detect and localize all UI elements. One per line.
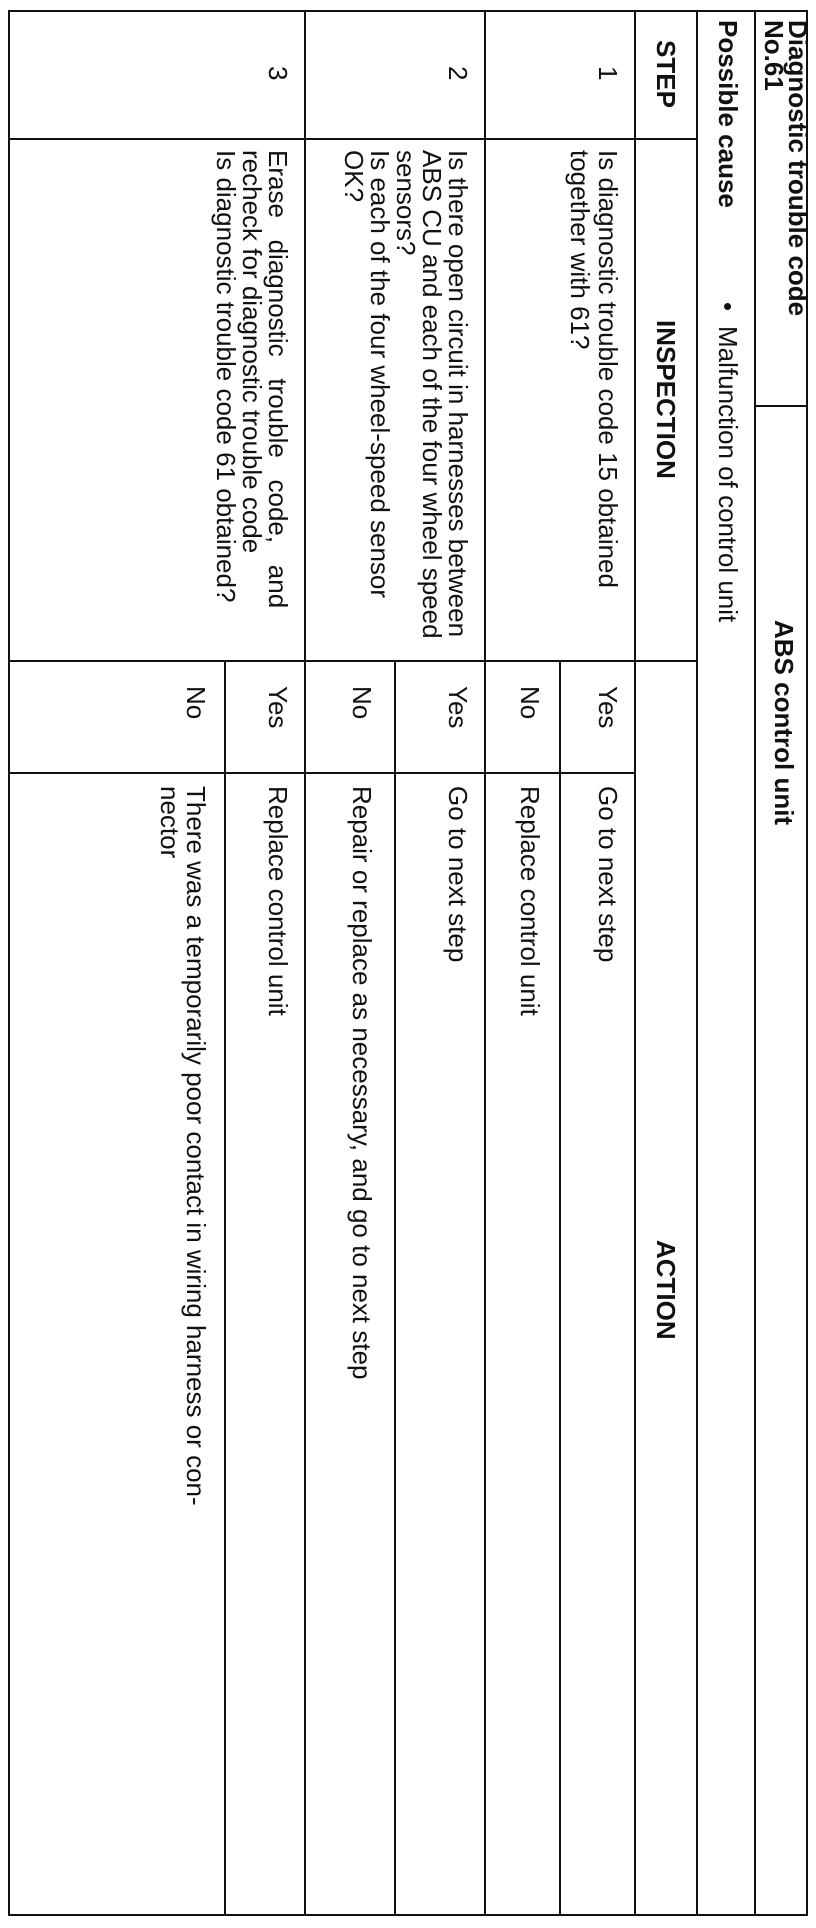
- yes-action: Go to next step: [443, 786, 473, 963]
- inspection-text: Is each of the four wheel-speed sensor: [365, 150, 395, 599]
- inspection-text: Is diagnostic trouble code 15 obtained: [593, 150, 623, 588]
- yes-no-divider-1: [559, 660, 561, 1916]
- inspection-text: sensors?: [391, 150, 421, 256]
- possible-cause-bullet: •: [713, 302, 743, 312]
- yes-action: Replace control unit: [263, 786, 293, 1016]
- column-header-step: STEP: [651, 40, 681, 108]
- trouble-code-label: Diagnostic trouble code: [783, 20, 813, 317]
- step-number: 3: [263, 66, 293, 81]
- row-divider-1: [484, 10, 486, 1916]
- inspection-text: recheck for diagnostic trouble code: [237, 150, 267, 554]
- no-label: No: [347, 686, 377, 720]
- column-header-action: ACTION: [651, 1240, 681, 1340]
- possible-cause-value: Malfunction of control unit: [713, 326, 743, 623]
- inspection-text: Is diagnostic trouble code 61 obtained?: [211, 150, 241, 603]
- step-number: 1: [593, 66, 623, 81]
- no-action: Repair or replace as necessary, and go to next step: [347, 786, 377, 1380]
- row-divider-2: [304, 10, 306, 1916]
- no-label: No: [181, 686, 211, 720]
- trouble-code-title: ABS control unit: [769, 620, 799, 826]
- no-action: There was a temporarily poor contact in wiring harness or con-: [181, 786, 211, 1506]
- header-vertical-divider: [754, 405, 808, 407]
- header-row-divider: [634, 10, 636, 1916]
- trouble-code-number: No.61: [759, 20, 789, 91]
- col-divider-inspection: [8, 660, 698, 662]
- inspection-text: ABS CU and each of the four wheel speed: [417, 150, 447, 639]
- no-action: nector: [155, 786, 185, 859]
- no-label: No: [515, 686, 545, 720]
- no-action: Replace control unit: [515, 786, 545, 1016]
- yes-no-divider-2: [394, 660, 396, 1916]
- header-divider: [754, 10, 756, 1916]
- inspection-text: Erase diagnostic trouble code, and: [263, 150, 293, 609]
- yes-no-divider-3: [224, 660, 226, 1916]
- step-number: 2: [443, 66, 473, 81]
- inspection-text: OK?: [339, 150, 369, 203]
- inspection-text: together with 61?: [565, 150, 595, 350]
- inspection-text: Is there open circuit in harnesses between: [443, 150, 473, 638]
- yes-label: Yes: [263, 686, 293, 729]
- yes-label: Yes: [443, 686, 473, 729]
- yes-label: Yes: [593, 686, 623, 729]
- col-divider-step: [8, 138, 698, 140]
- column-header-inspection: INSPECTION: [651, 320, 681, 479]
- col-divider-yesno: [8, 772, 636, 774]
- possible-cause-label: Possible cause: [713, 20, 743, 208]
- yes-action: Go to next step: [593, 786, 623, 963]
